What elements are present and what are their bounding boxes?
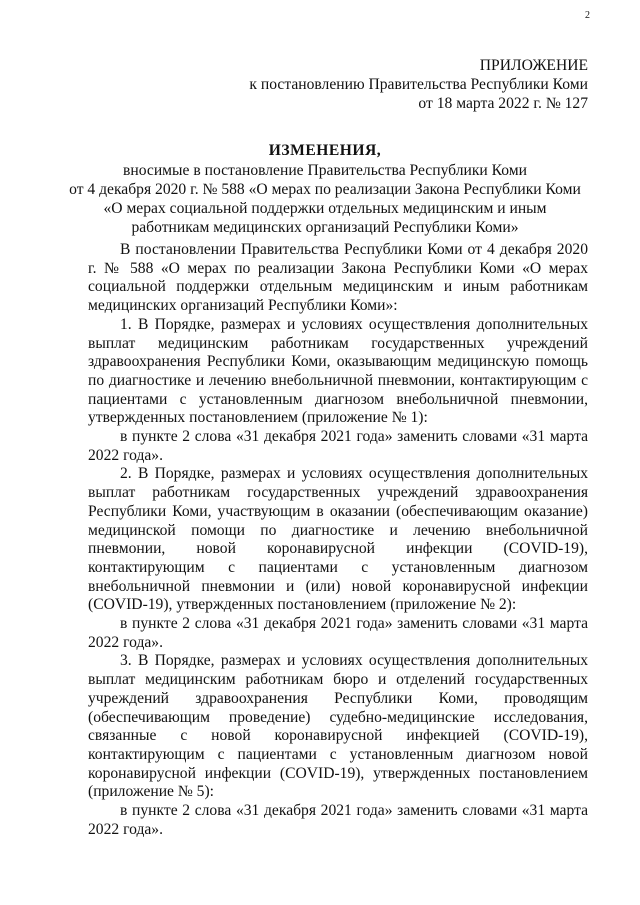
appendix-date: от 18 марта 2022 г. № 127 [418,95,588,112]
paragraph-item-3: 3. В Порядке, размерах и условиях осуществления дополнительных выплат медицинским работникам бюро и отделений государственных учреждений здравоохранения Республики Коми, проводящим (обеспечивающим проведение) судебно-медицинские исследования, связанные с новой коронавирусной инфекцией (COVID-19), контактирующим с пациентами с установленным диагнозом новой коронавирусной инфекции (COVID-19), утвержденных постановлением (приложение № 5): [88,652,588,801]
paragraph-change-3: в пункте 2 слова «31 декабря 2021 года» заменить словами «31 марта 2022 года». [88,802,588,838]
heading-line: вносимые в постановление Правительства Республики Коми [123,162,527,179]
page-number: 2 [585,10,590,21]
heading-title: ИЗМЕНЕНИЯ, [268,142,382,159]
appendix-title: ПРИЛОЖЕНИЕ [479,57,588,74]
heading-line: от 4 декабря 2020 г. № 588 «О мерах по реализации Закона Республики Коми [69,181,581,198]
paragraph-change-1: в пункте 2 слова «31 декабря 2021 года» заменить словами «31 марта 2022 года». [88,428,588,464]
appendix-reference: к постановлению Правительства Республики Коми [249,76,588,93]
paragraph-item-2: 2. В Порядке, размерах и условиях осуществления дополнительных выплат работникам государственных учреждений здравоохранения Республики Коми, участвующим в оказании (обеспечивающим оказание) медицинской помощи по диагностике и лечению внебольничной пневмонии, новой коронавирусной инфекции (COVID-19), контактирующим с пациентами с установленным диагнозом внебольничной пневмонии и (или) новой коронавирусной инфекции (COVID-19), утвержденных постановлением (приложение № 2): [88,465,588,614]
document-body [88,241,588,840]
document-heading [60,141,590,237]
appendix-block [249,56,588,113]
paragraph-change-2: в пункте 2 слова «31 декабря 2021 года» заменить словами «31 марта 2022 года». [88,615,588,651]
heading-line: «О мерах социальной поддержки отдельных медицинским и иным [103,200,547,217]
heading-line: работникам медицинских организаций Республики Коми» [131,219,519,236]
paragraph-intro: В постановлении Правительства Республики Коми от 4 декабря 2020 г. № 588 «О мерах по реализации Закона Республики Коми «О мерах социальной поддержки отдельным медицинским и иным работникам медицинских организаций Республики Коми»: [88,241,588,315]
paragraph-item-1: 1. В Порядке, размерах и условиях осуществления дополнительных выплат медицинским работникам государственных учреждений здравоохранения Республики Коми, оказывающим медицинскую помощь по диагностике и лечению внебольничной пневмонии, контактирующим с пациентами с установленным диагнозом внебольничной пневмонии, утвержденных постановлением (приложение № 1): [88,315,588,427]
